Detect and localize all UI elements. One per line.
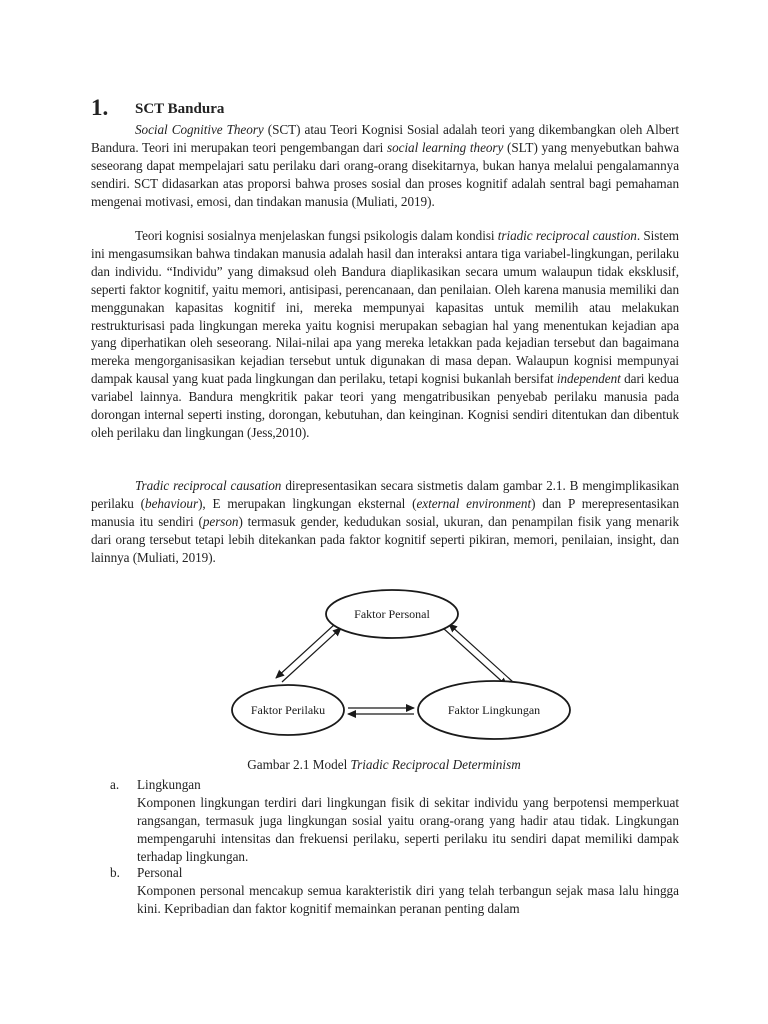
- list-label: Lingkungan: [137, 777, 201, 792]
- paragraph-text: Teori kognisi sosialnya menjelaskan fungsi psikologis dalam kondisi: [135, 228, 498, 243]
- term-social-cognitive-theory: Social Cognitive Theory: [135, 122, 264, 137]
- paragraph-text: (SCT) atau Teori Kognisi Sosial adalah teori yang dikembangkan oleh Albert Bandura. Teori ini merupakan teori pengembangan dari: [91, 122, 679, 155]
- list-marker: a.: [110, 777, 120, 792]
- label-faktor-lingkungan: Faktor Lingkungan: [447, 703, 541, 717]
- term-behaviour: behaviour: [145, 495, 199, 511]
- paragraph-text: dari kedua variabel lainnya. Bandura mengkritik pakar teori yang mengatribusikan penyebab perilaku manusia pada dorongan internal seperti insting, dorongan, kebutuhan, dan keinginan. Kognisi sendiri ditentukan dan dibentuk oleh perilaku dan lingkungan (Jess,2010).: [91, 371, 679, 440]
- triadic-diagram: [228, 588, 573, 746]
- paragraph-reciprocal-causation: [91, 477, 679, 567]
- paragraph-text: ) termasuk gender, kedudukan sosial, ukuran, dan penampilan fisik yang menarik dari orang tersebut tetapi lebih ditekankan pada faktor kognitif seperti pikiran, memori, penilaian, insight, dan lainnya (Muliati, 2019).: [91, 513, 679, 565]
- paragraph-text: (SLT) yang menyebutkan bahwa seseorang dapat mempelajari satu perilaku dari orang-orang disekitarnya, bukan hanya melalui pengalamannya sendiri. SCT didasarkan atas proporsi bahwa proses sosial dan proses kognitif adalah sentral bagi pemahaman mengenai motivasi, emosi, dan tindakan manusia (Muliati, 2019).: [91, 139, 679, 209]
- term-tradic-reciprocal-causation: Tradic reciprocal causation: [135, 478, 282, 493]
- label-faktor-personal: Faktor Personal: [354, 607, 430, 621]
- list-label: Personal: [137, 865, 183, 880]
- figure-caption: [0, 756, 768, 774]
- section-number: 1.: [91, 95, 109, 120]
- paragraph-sct-definition: [91, 121, 679, 211]
- term-person: person: [202, 513, 239, 529]
- term-external-environment: external environment: [416, 495, 532, 511]
- term-triadic-reciprocal-caustion: triadic reciprocal caustion: [497, 228, 637, 243]
- arrow-perilaku-to-personal: [282, 628, 341, 682]
- caption-prefix: Gambar 2.1 Model: [247, 757, 351, 772]
- paragraph-social-cognition: [91, 227, 679, 442]
- arrow-lingkungan-to-personal: [449, 624, 513, 682]
- list-marker: b.: [110, 865, 120, 880]
- paragraph-text: direpresentasikan secara sistmetis dalam gambar 2.1. B mengimplikasikan perilaku (: [91, 478, 680, 511]
- arrow-personal-to-perilaku: [276, 624, 335, 678]
- paragraph-text: ) dan P merepresentasikan manusia itu sendiri (: [91, 495, 679, 529]
- list-description: Komponen personal mencakup semua karakteristik diri yang telah terbangun sejak masa lalu hingga kini. Kepribadian dan faktor kognitif memainkan peranan penting dalam: [137, 882, 679, 916]
- term-independent: independent: [556, 371, 621, 387]
- paragraph-text: . Sistem ini mengasumsikan bahwa tindakan manusia adalah hasil dan interaksi antara tiga variabel-lingkungan, perilaku dan individu. “Individu” yang dimaksud oleh Bandura diaplikasikan secara umum walaupun tidak eksklusif, seperti faktor kognitif, yaitu memori, antisipasi, perencanaan, dan penilaian. Oleh karena manusia memiliki dan menggunakan kapasitas kognitif ini, mereka mempunyai kapasitas untuk memilih atau melakukan restrukturisasi pada lingkungan mereka yaitu kognisi merupakan sebagian hal yang menentukan kejadian apa yang diperhatikan oleh seseorang. Nilai-nilai apa yang mereka letakkan pada kejadian tersebut dan bagaimana mereka mengorganisasikan kejadian tersebut untuk digunakan di masa depan. Walaupun kognisi mempunyai dampak kausal yang kuat pada lingkungan dan perilaku, tetapi kognisi bukanlah bersifat: [91, 228, 679, 387]
- term-social-learning-theory: social learning theory: [387, 139, 504, 155]
- label-faktor-perilaku: Faktor Perilaku: [250, 703, 326, 717]
- caption-italic: Triadic Reciprocal Determinism: [350, 757, 521, 772]
- paragraph-text: ), E merupakan lingkungan eksternal (: [198, 495, 417, 511]
- section-title: SCT Bandura: [135, 101, 225, 117]
- arrow-personal-to-lingkungan: [443, 628, 507, 686]
- list-description: Komponen lingkungan terdiri dari lingkungan fisik di sekitar individu yang berpotensi memperkuat rangsangan, termasuk juga lingkungan sosial yaitu orang-orang yang hadir atau tidak. Lingkungan mempengaruhi intensitas dan frekuensi perilaku, seperti perilaku itu sendiri dapat memiliki dampak terhadap lingkungan.: [137, 794, 679, 864]
